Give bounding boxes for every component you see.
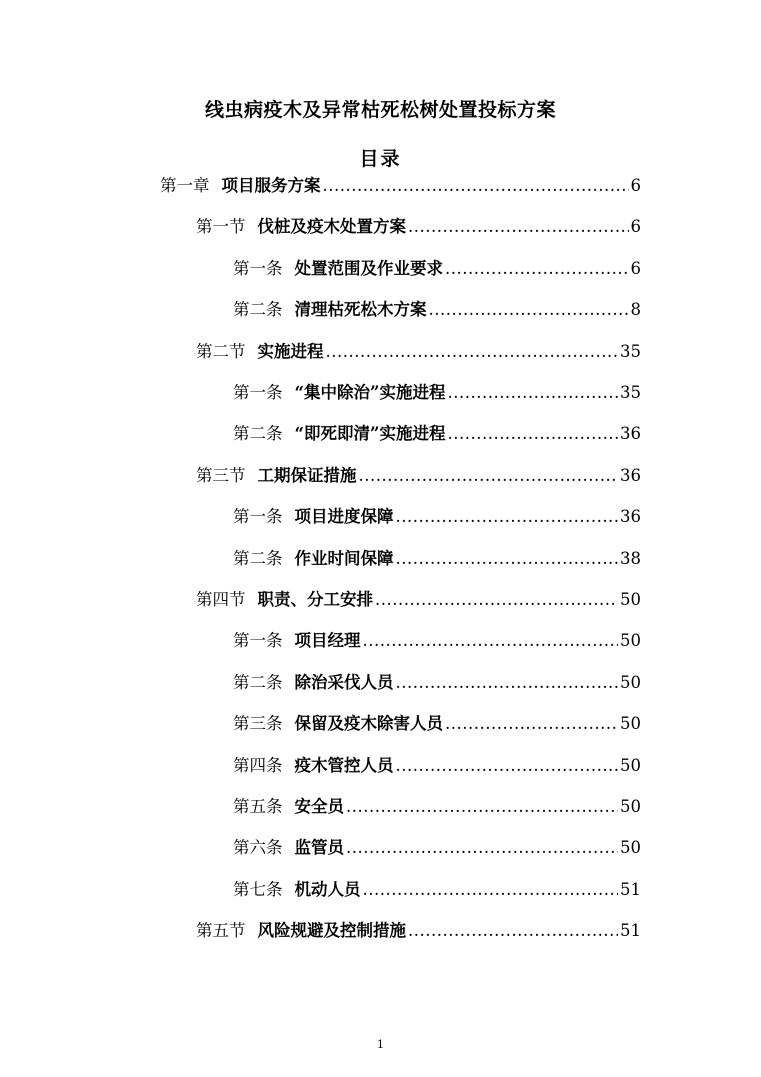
toc-entry[interactable] bbox=[196, 917, 641, 945]
toc-entry[interactable] bbox=[233, 420, 641, 448]
toc-entry-number: 第一章 bbox=[160, 176, 210, 195]
toc-entry-title: 安全员 bbox=[294, 797, 344, 816]
toc-entry-page: 6 bbox=[630, 176, 641, 195]
toc-entry-page: 50 bbox=[620, 672, 641, 692]
toc-entry[interactable] bbox=[233, 834, 641, 862]
toc-dot-leader bbox=[408, 213, 629, 241]
toc-entry-title: 监管员 bbox=[294, 838, 344, 858]
toc-entry-number: 第二条 bbox=[233, 300, 283, 320]
toc-entry-number: 第一条 bbox=[233, 258, 283, 278]
toc-entry-number: 第二节 bbox=[196, 341, 246, 361]
toc-entry-number: 第一条 bbox=[233, 631, 283, 651]
toc-entry-page: 6 bbox=[630, 217, 641, 237]
toc-entry-page: 35 bbox=[620, 341, 641, 361]
toc-dot-leader bbox=[326, 338, 619, 366]
toc-entry-page: 36 bbox=[620, 465, 641, 485]
toc-entry-number: 第一节 bbox=[196, 217, 246, 237]
toc-entry[interactable] bbox=[233, 545, 641, 573]
toc-entry-page: 50 bbox=[620, 714, 641, 734]
toc-dot-leader bbox=[363, 876, 619, 904]
toc-entry-number: 第二条 bbox=[233, 672, 283, 692]
toc-entry-title: 处置范围及作业要求 bbox=[294, 258, 443, 278]
toc-entry[interactable] bbox=[233, 379, 641, 407]
toc-entry-number: 第二条 bbox=[233, 548, 283, 568]
toc-entry-title: 风险规避及控制措施 bbox=[257, 921, 406, 941]
page-number: 1 bbox=[377, 1038, 384, 1051]
toc-entry-title: “集中除治”实施进程 bbox=[294, 383, 446, 402]
toc-entry-number: 第七条 bbox=[233, 879, 283, 899]
toc-entry-number: 第三节 bbox=[196, 465, 246, 485]
toc-entry-page: 50 bbox=[620, 590, 641, 609]
toc-entry-title: 工期保证措施 bbox=[257, 465, 357, 485]
toc-entry[interactable] bbox=[233, 296, 641, 324]
toc-entry[interactable] bbox=[233, 793, 641, 821]
document-title: 线虫病疫木及异常枯死松树处置投标方案 bbox=[204, 99, 556, 121]
toc-entry-number: 第一条 bbox=[233, 383, 283, 402]
toc-entry-title: 实施进程 bbox=[257, 341, 324, 361]
toc-entry-title: “即死即清”实施进程 bbox=[294, 424, 446, 444]
toc-dot-leader bbox=[447, 379, 618, 407]
toc-dot-leader bbox=[445, 255, 629, 283]
toc-entry[interactable] bbox=[196, 213, 641, 241]
toc-dot-leader bbox=[396, 545, 619, 573]
toc-dot-leader bbox=[396, 669, 619, 697]
toc-entry-page: 35 bbox=[620, 383, 641, 402]
toc-entry[interactable] bbox=[160, 172, 641, 200]
toc-entry-title: 伐桩及疫木处置方案 bbox=[257, 217, 406, 237]
toc-dot-leader bbox=[346, 793, 618, 821]
toc-entry[interactable] bbox=[233, 876, 641, 904]
toc-entry-page: 50 bbox=[620, 838, 641, 858]
toc-entry-title: 项目服务方案 bbox=[221, 176, 321, 195]
toc-entry[interactable] bbox=[233, 627, 641, 655]
toc-entry-title: 清理枯死松木方案 bbox=[294, 300, 427, 320]
toc-dot-leader bbox=[447, 420, 618, 448]
toc-entry[interactable] bbox=[196, 462, 641, 490]
toc-dot-leader bbox=[445, 710, 618, 738]
toc-entry-page: 8 bbox=[630, 300, 641, 320]
toc-entry[interactable] bbox=[196, 338, 641, 366]
toc-entry-page: 50 bbox=[620, 755, 641, 775]
toc-dot-leader bbox=[396, 503, 619, 531]
toc-entry-number: 第四条 bbox=[233, 755, 283, 775]
toc-dot-leader bbox=[323, 172, 629, 200]
toc-entry-title: 项目进度保障 bbox=[294, 507, 394, 527]
toc-dot-leader bbox=[359, 462, 619, 490]
toc-entry-number: 第三条 bbox=[233, 714, 283, 734]
toc-entry[interactable] bbox=[233, 710, 641, 738]
toc-entry-page: 50 bbox=[620, 631, 641, 651]
toc-entry-title: 作业时间保障 bbox=[294, 548, 394, 568]
toc-entry-page: 36 bbox=[620, 507, 641, 527]
toc-entry-number: 第二条 bbox=[233, 424, 283, 444]
toc-entry-number: 第五条 bbox=[233, 797, 283, 816]
toc-entry-title: 职责、分工安排 bbox=[257, 590, 373, 609]
toc-entry-title: 项目经理 bbox=[294, 631, 361, 651]
toc-dot-leader bbox=[408, 917, 618, 945]
toc-entry[interactable] bbox=[233, 752, 641, 780]
toc-entry-number: 第一条 bbox=[233, 507, 283, 527]
toc-entry-page: 51 bbox=[620, 879, 641, 899]
toc-entry-title: 保留及疫木除害人员 bbox=[294, 714, 443, 734]
toc-entry-page: 38 bbox=[620, 548, 641, 568]
toc-entry-page: 50 bbox=[620, 797, 641, 816]
toc-heading: 目录 bbox=[359, 148, 402, 170]
toc-entry[interactable] bbox=[233, 669, 641, 697]
toc-entry-title: 除治采伐人员 bbox=[294, 672, 394, 692]
toc-entry-page: 51 bbox=[620, 921, 641, 941]
toc-dot-leader bbox=[396, 752, 619, 780]
toc-entry-number: 第四节 bbox=[196, 590, 246, 609]
toc-dot-leader bbox=[429, 296, 629, 324]
toc-entry[interactable] bbox=[233, 255, 641, 283]
toc-entry-title: 机动人员 bbox=[294, 879, 361, 899]
toc-entry-page: 36 bbox=[620, 424, 641, 444]
toc-entry[interactable] bbox=[233, 503, 641, 531]
toc-entry-page: 6 bbox=[630, 258, 641, 278]
toc-dot-leader bbox=[375, 586, 618, 614]
toc-entry-number: 第六条 bbox=[233, 838, 283, 858]
toc-dot-leader bbox=[363, 627, 619, 655]
toc-dot-leader bbox=[346, 834, 618, 862]
toc-entry-title: 疫木管控人员 bbox=[294, 755, 394, 775]
toc-entry[interactable] bbox=[196, 586, 641, 614]
toc-entry-number: 第五节 bbox=[196, 921, 246, 941]
